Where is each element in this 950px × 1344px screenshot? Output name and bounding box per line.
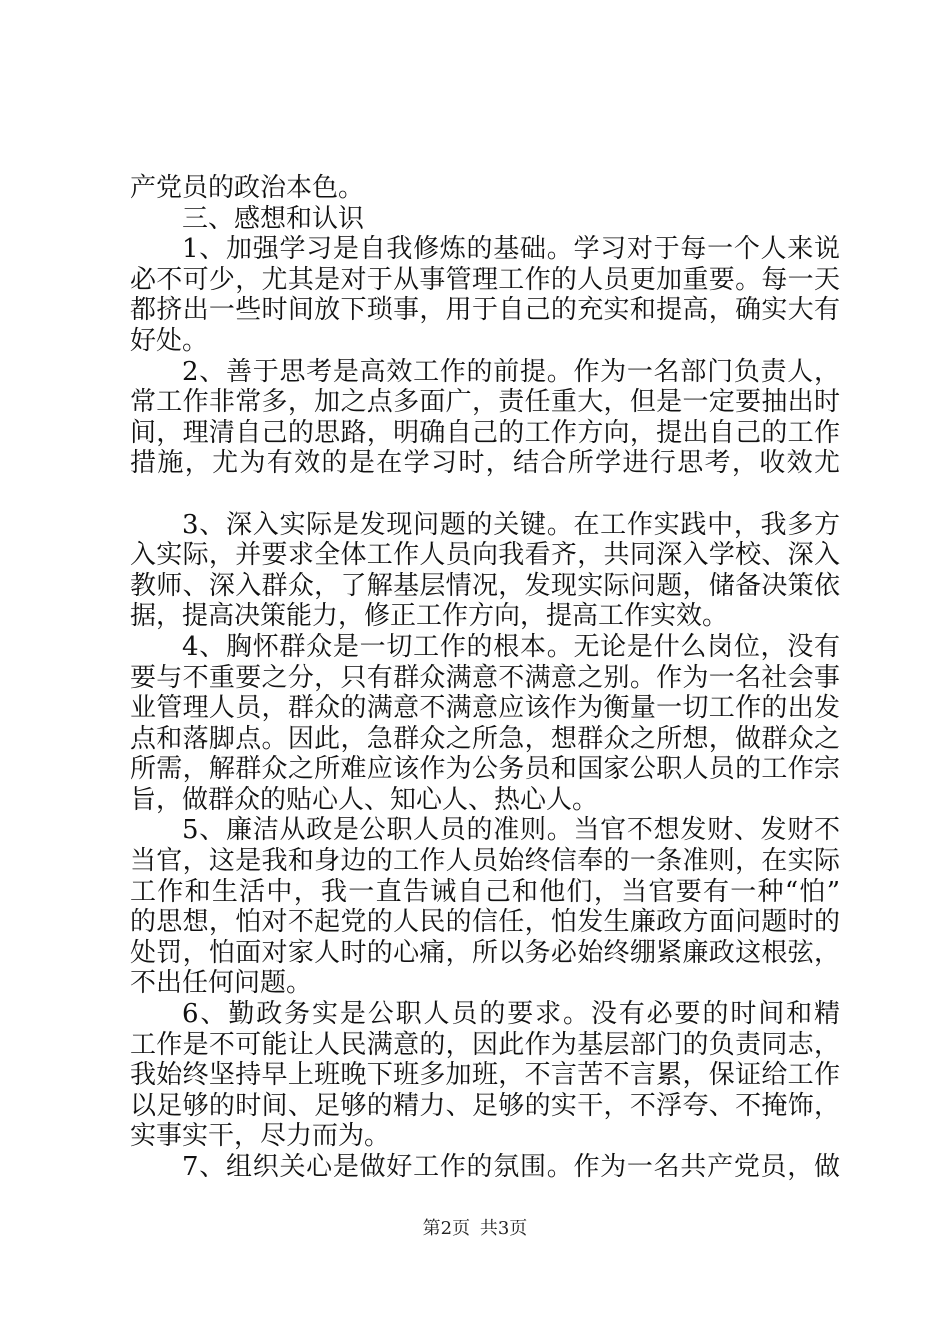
text-line: 7、组织关心是做好工作的氛围。作为一名共产党员，做 (182, 1152, 840, 1182)
text-line: 教师、深入群众，了解基层情况，发现实际问题，储备决策依 (130, 570, 840, 601)
text-line: 实事实干，尽力而为。 (130, 1121, 391, 1152)
text-line: 4、胸怀群众是一切工作的根本。无论是什么岗位，没有 (182, 631, 840, 662)
text-line: 处罚，怕面对家人时的心痛，所以务必始终绷紧廉政这根弦， (130, 937, 840, 968)
text-line: 措施，尤为有效的是在学习时，结合所学进行思考，收效尤 (130, 448, 840, 479)
text-line: 要与不重要之分，只有群众满意不满意之别。作为一名社会事 (130, 662, 840, 693)
text-line: 业管理人员，群众的满意不满意应该作为衡量一切工作的出发 (130, 693, 840, 724)
page-footer (0, 1214, 950, 1240)
text-line: 间，理清自己的思路，明确自己的工作方向，提出自己的工作 (130, 417, 840, 448)
text-line: 三、感想和认识 (182, 203, 365, 234)
text-line: 入实际，并要求全体工作人员向我看齐，共同深入学校、深入 (130, 540, 840, 571)
text-line: 的思想，怕对不起党的人民的信任，怕发生廉政方面问题时的 (130, 907, 840, 938)
text-line: 以足够的时间、足够的精力、足够的实干，不浮夸、不掩饰， (130, 1090, 840, 1121)
document-body (130, 173, 840, 1183)
text-line: 好处。 (130, 325, 209, 356)
text-line: 当官，这是我和身边的工作人员始终信奉的一条准则，在实际 (130, 846, 840, 877)
text-line: 工作是不可能让人民满意的，因此作为基层部门的负责同志， (130, 1029, 840, 1060)
text-line: 旨，做群众的贴心人、知心人、热心人。 (130, 784, 599, 815)
text-line: 必不可少，尤其是对于从事管理工作的人员更加重要。每一天 (130, 264, 840, 295)
page-total: 共3页 (479, 1218, 528, 1239)
text-line: 常工作非常多，加之点多面广，责任重大，但是一定要抽出时 (130, 387, 840, 418)
text-line: 不出任何问题。 (130, 968, 313, 999)
blank-line (130, 479, 840, 510)
text-line: 2、善于思考是高效工作的前提。作为一名部门负责人， (182, 356, 840, 387)
text-line: 1、加强学习是自我修炼的基础。学习对于每一个人来说 (182, 234, 840, 265)
text-line: 都挤出一些时间放下琐事，用于自己的充实和提高，确实大有 (130, 295, 840, 326)
text-line: 工作和生活中，我一直告诫自己和他们，当官要有一种“怕” (130, 876, 840, 907)
text-line: 5、廉洁从政是公职人员的准则。当官不想发财、发财不 (182, 815, 840, 846)
text-line: 点和落脚点。因此，急群众之所急，想群众之所想，做群众之 (130, 723, 840, 754)
page-number: 第2页 (422, 1218, 471, 1239)
text-line: 6、勤政务实是公职人员的要求。没有必要的时间和精 (182, 999, 840, 1030)
text-line: 3、深入实际是发现问题的关键。在工作实践中，我多方 (182, 509, 840, 540)
text-line: 我始终坚持早上班晚下班多加班，不言苦不言累，保证给工作 (130, 1060, 840, 1091)
text-line: 产党员的政治本色。 (130, 173, 365, 203)
text-line: 据，提高决策能力，修正工作方向，提高工作实效。 (130, 601, 729, 632)
text-line: 所需，解群众之所难应该作为公务员和国家公职人员的工作宗 (130, 754, 840, 785)
